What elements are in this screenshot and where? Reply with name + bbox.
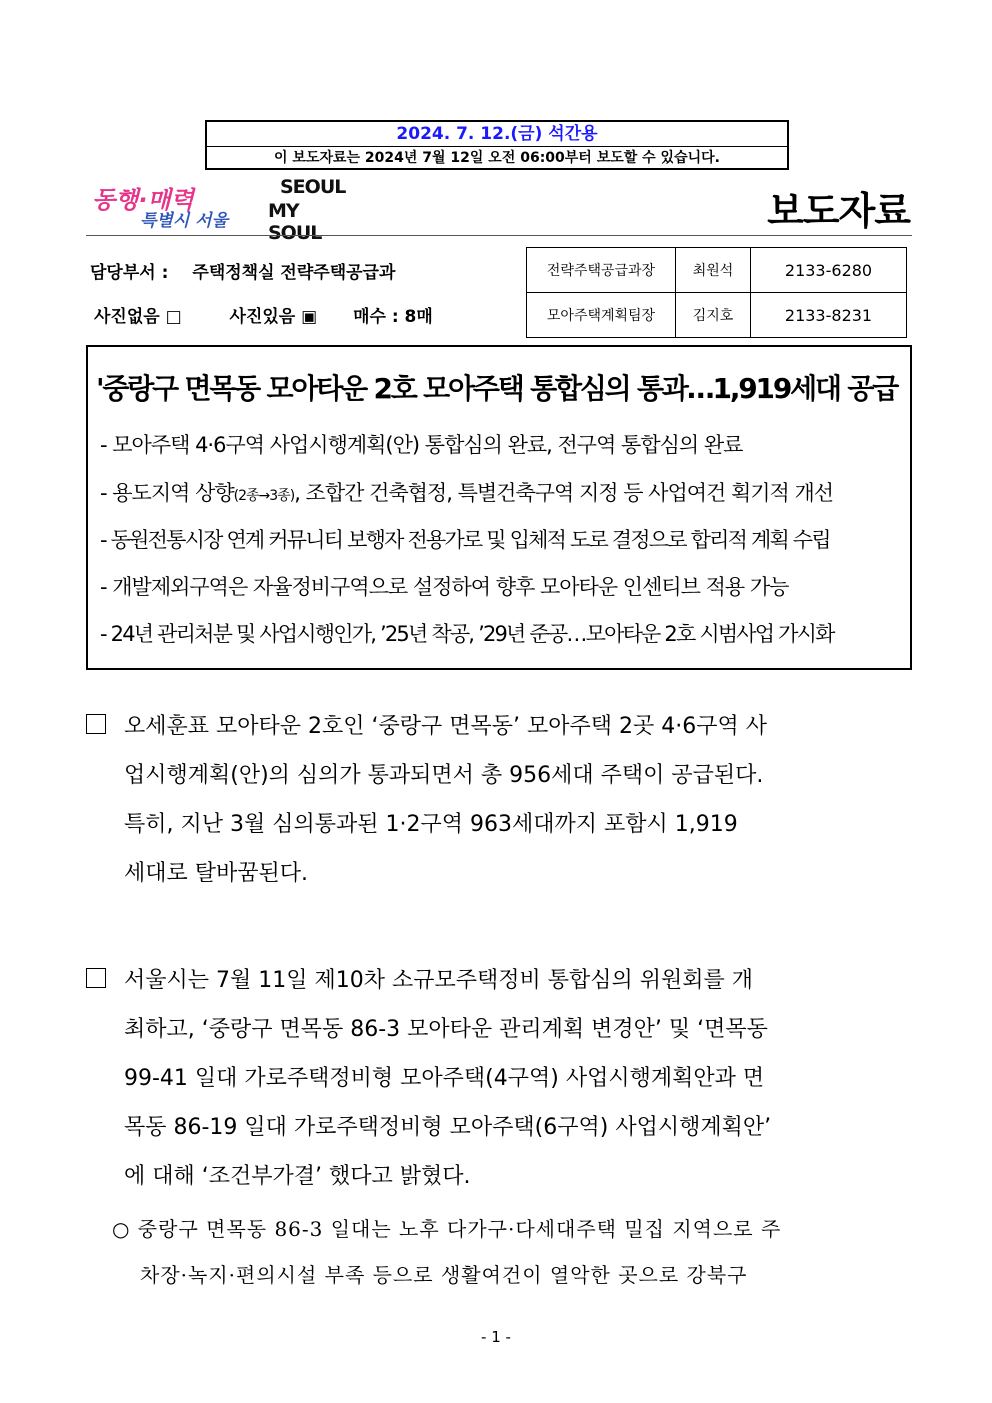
department-label: 담당부서 : xyxy=(90,263,169,283)
header-divider xyxy=(86,235,912,236)
page-number: - 1 - xyxy=(481,1328,511,1346)
brand-line1: SEOUL xyxy=(280,176,346,198)
paragraph-line: 특히, 지난 3월 심의통과된 1·2구역 963세대까지 포함시 1,919 xyxy=(124,812,738,837)
paragraph-line: 세대로 탈바꿈된다. xyxy=(124,861,309,886)
paragraph-line: 99-41 일대 가로주택정비형 모아주택(4구역) 사업시행계획안과 면 xyxy=(124,1066,765,1091)
document-type-title: 보도자료 xyxy=(767,189,910,233)
bullet-text-post: , 조합간 건축협정, 특별건축구역 지정 등 사업여건 획기적 개선 xyxy=(294,481,834,505)
photo-count: 매수 : 8매 xyxy=(353,307,433,327)
contact-name: 최원석 xyxy=(676,248,751,293)
contact-role: 모아주택계획팀장 xyxy=(527,293,676,338)
headline-bullet xyxy=(100,477,833,507)
contact-role: 전략주택공급과장 xyxy=(527,248,676,293)
headline-bullet: - 개발제외구역은 자율정비구역으로 설정하여 향후 모아타운 인센티브 적용 가능 xyxy=(100,575,789,599)
sub-bullet-line: ○ 중랑구 면목동 86-3 일대는 노후 다가구·다세대주택 밀집 지역으로 주 xyxy=(112,1217,782,1241)
slogan-line1: 동행·매력 xyxy=(92,186,194,214)
headline-bullet: - 동원전통시장 연계 커뮤니티 보행자 전용가로 및 입체적 도로 결정으로 합리적 계획 수립 xyxy=(100,528,830,552)
no-photo-label: 사진없음 xyxy=(94,307,160,327)
department-name: 주택정책실 전략주택공급과 xyxy=(192,263,396,283)
headline-box xyxy=(86,345,912,670)
has-photo-label: 사진있음 xyxy=(229,307,296,327)
paragraph-line: 서울시는 7월 11일 제10차 소규모주택정비 통합심의 위원회를 개 xyxy=(124,968,753,993)
seoul-slogan-logo xyxy=(92,180,232,230)
release-date: 2024. 7. 12.(금) 석간용 xyxy=(207,122,787,147)
has-photo-checkbox: ▣ xyxy=(301,307,318,327)
headline-bullet: - 모아주택 4·6구역 사업시행계획(안) 통합심의 완료, 전구역 통합심의 완료 xyxy=(100,433,743,457)
slogan-line2: 특별시 서울 xyxy=(140,211,229,231)
contact-row xyxy=(527,293,907,338)
photo-info xyxy=(94,302,433,327)
paragraph-line: 목동 86-19 일대 가로주택정비형 모아주택(6구역) 사업시행계획안’ xyxy=(124,1115,772,1140)
sub-bullet-line: 차장·녹지·편의시설 부족 등으로 생활여건이 열악한 곳으로 강북구 xyxy=(140,1263,748,1287)
paragraph-line: 업시행계획(안)의 심의가 통과되면서 총 956세대 주택이 공급된다. xyxy=(124,763,764,788)
paragraph-line: 오세훈표 모아타운 2호인 ‘중랑구 면목동’ 모아주택 2곳 4·6구역 사 xyxy=(124,714,767,739)
embargo-notice: 이 보도자료는 2024년 7월 12일 오전 06:00부터 보도할 수 있습니다. xyxy=(274,150,720,166)
bullet-text-small: (2종→3종) xyxy=(233,488,295,504)
contact-phone: 2133-6280 xyxy=(751,248,907,293)
body-paragraph-1 xyxy=(86,702,912,898)
body-paragraph-2 xyxy=(86,956,912,1201)
body-sub-bullet xyxy=(112,1206,912,1298)
contact-row xyxy=(527,248,907,293)
brand-line2: MY SOUL xyxy=(268,200,322,244)
seoul-my-soul-logo xyxy=(268,176,348,244)
no-photo-checkbox: □ xyxy=(165,307,182,327)
paragraph-line: 에 대해 ‘조건부가결’ 했다고 밝혔다. xyxy=(124,1164,471,1189)
paragraph-line: 최하고, ‘중랑구 면목동 86-3 모아타운 관리계획 변경안’ 및 ‘면목동 xyxy=(124,1017,768,1042)
department-info xyxy=(90,258,395,283)
headline-title: '중랑구 면목동 모아타운 2호 모아주택 통합심의 통과…1,919세대 공급 xyxy=(96,372,898,405)
embargo-box xyxy=(205,120,789,170)
contact-name: 김지호 xyxy=(676,293,751,338)
contacts-table xyxy=(526,247,907,338)
bullet-text-pre: - 용도지역 상향 xyxy=(100,481,234,505)
headline-bullet: - 24년 관리처분 및 사업시행인가, ’25년 착공, ’29년 준공…모아타운 2호 시범사업 가시화 xyxy=(100,622,834,646)
contact-phone: 2133-8231 xyxy=(751,293,907,338)
